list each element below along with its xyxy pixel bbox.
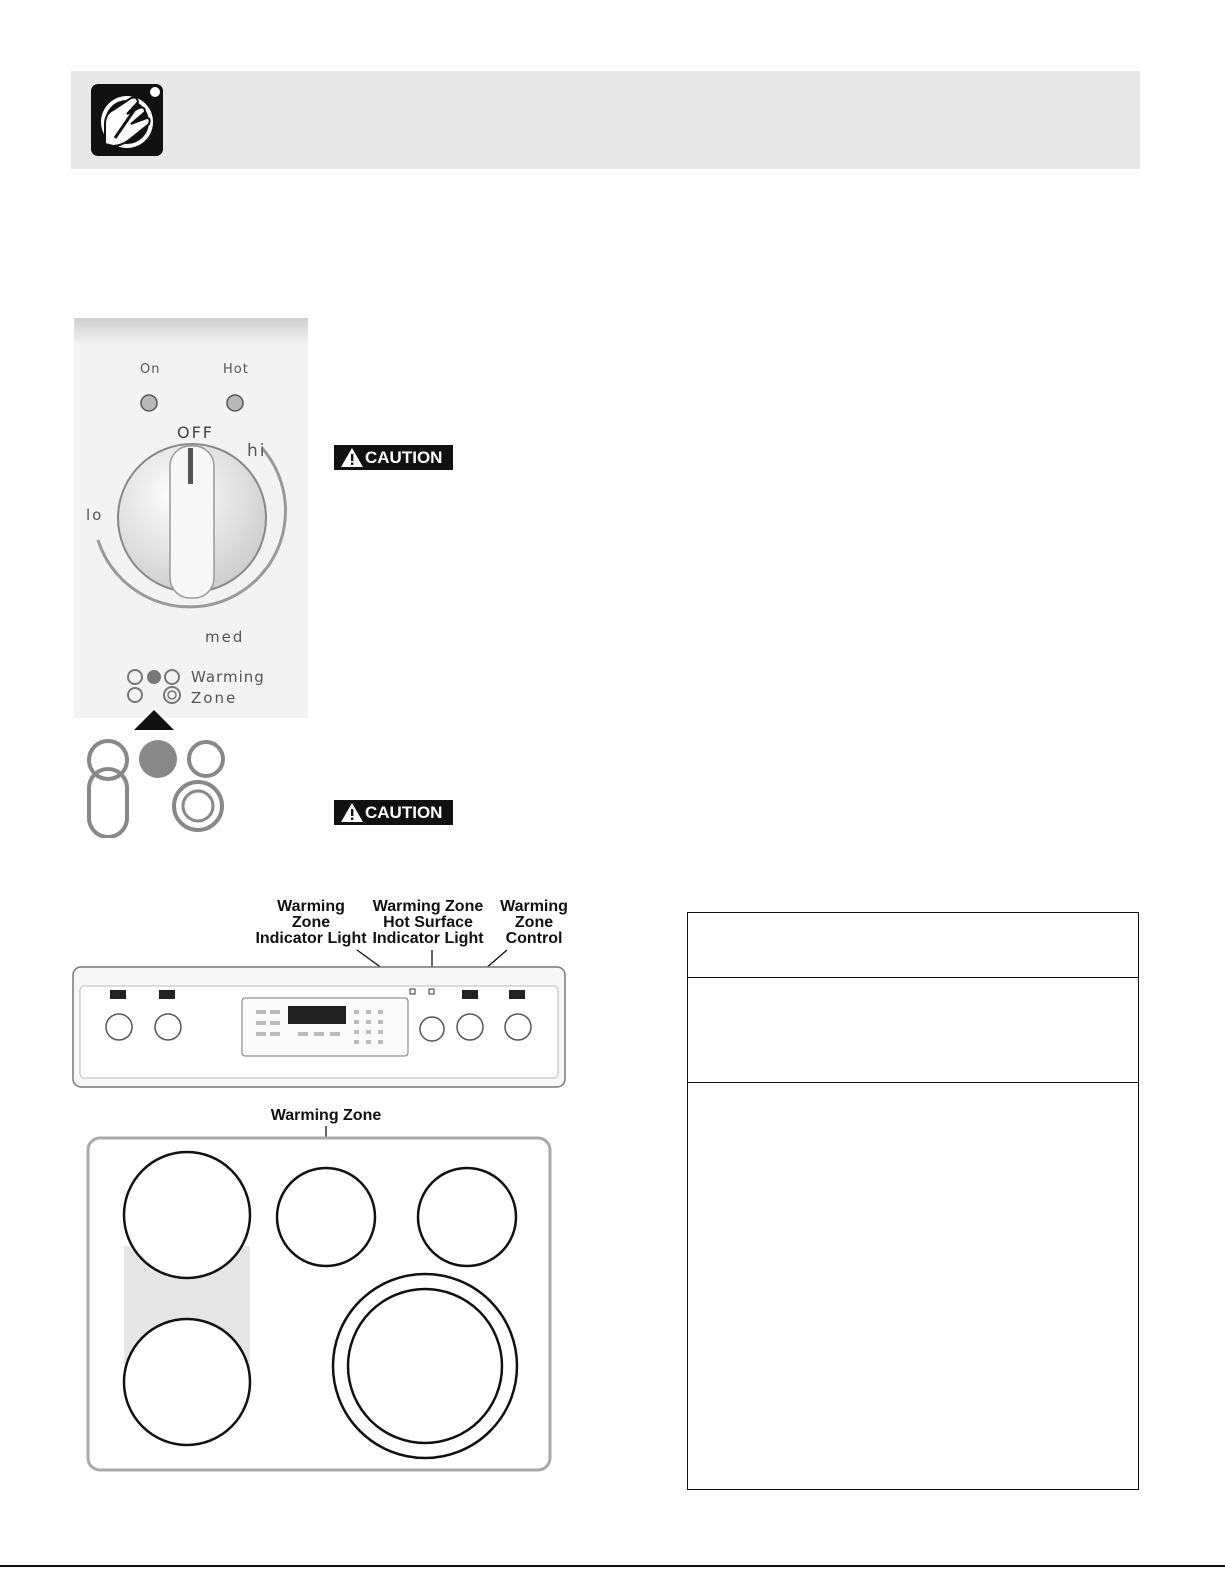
zone-label-line1: Warming: [191, 668, 265, 686]
dial-lo-label: lo: [86, 506, 104, 524]
warming-zone-callout: Warming Zone: [270, 1107, 382, 1124]
dial-hi-label: hi: [247, 441, 267, 461]
hot-surface-light-callout: Warming Zone Hot Surface Indicator Light: [372, 898, 484, 947]
caution-label: CAUTION: [365, 803, 443, 822]
footer-rule: [0, 1565, 1225, 1567]
dial-med-label: med: [205, 628, 245, 646]
zone-control-callout: Warming Zone Control: [500, 898, 568, 947]
cooktop-illustration: [86, 1136, 552, 1472]
dial-off-label: OFF: [177, 423, 214, 442]
indicator-hot-label: Hot: [223, 362, 249, 377]
range-control-panel-illustration: [72, 966, 566, 1088]
caution-label: CAUTION: [365, 448, 443, 467]
info-table: [687, 912, 1139, 1490]
info-table-row: [688, 978, 1138, 1083]
indicator-on-label: On: [140, 362, 161, 377]
indicator-light-callout: Warming Zone Indicator Light: [255, 898, 367, 947]
zone-label-line2: Zone: [191, 689, 238, 707]
info-table-row: [688, 913, 1138, 978]
